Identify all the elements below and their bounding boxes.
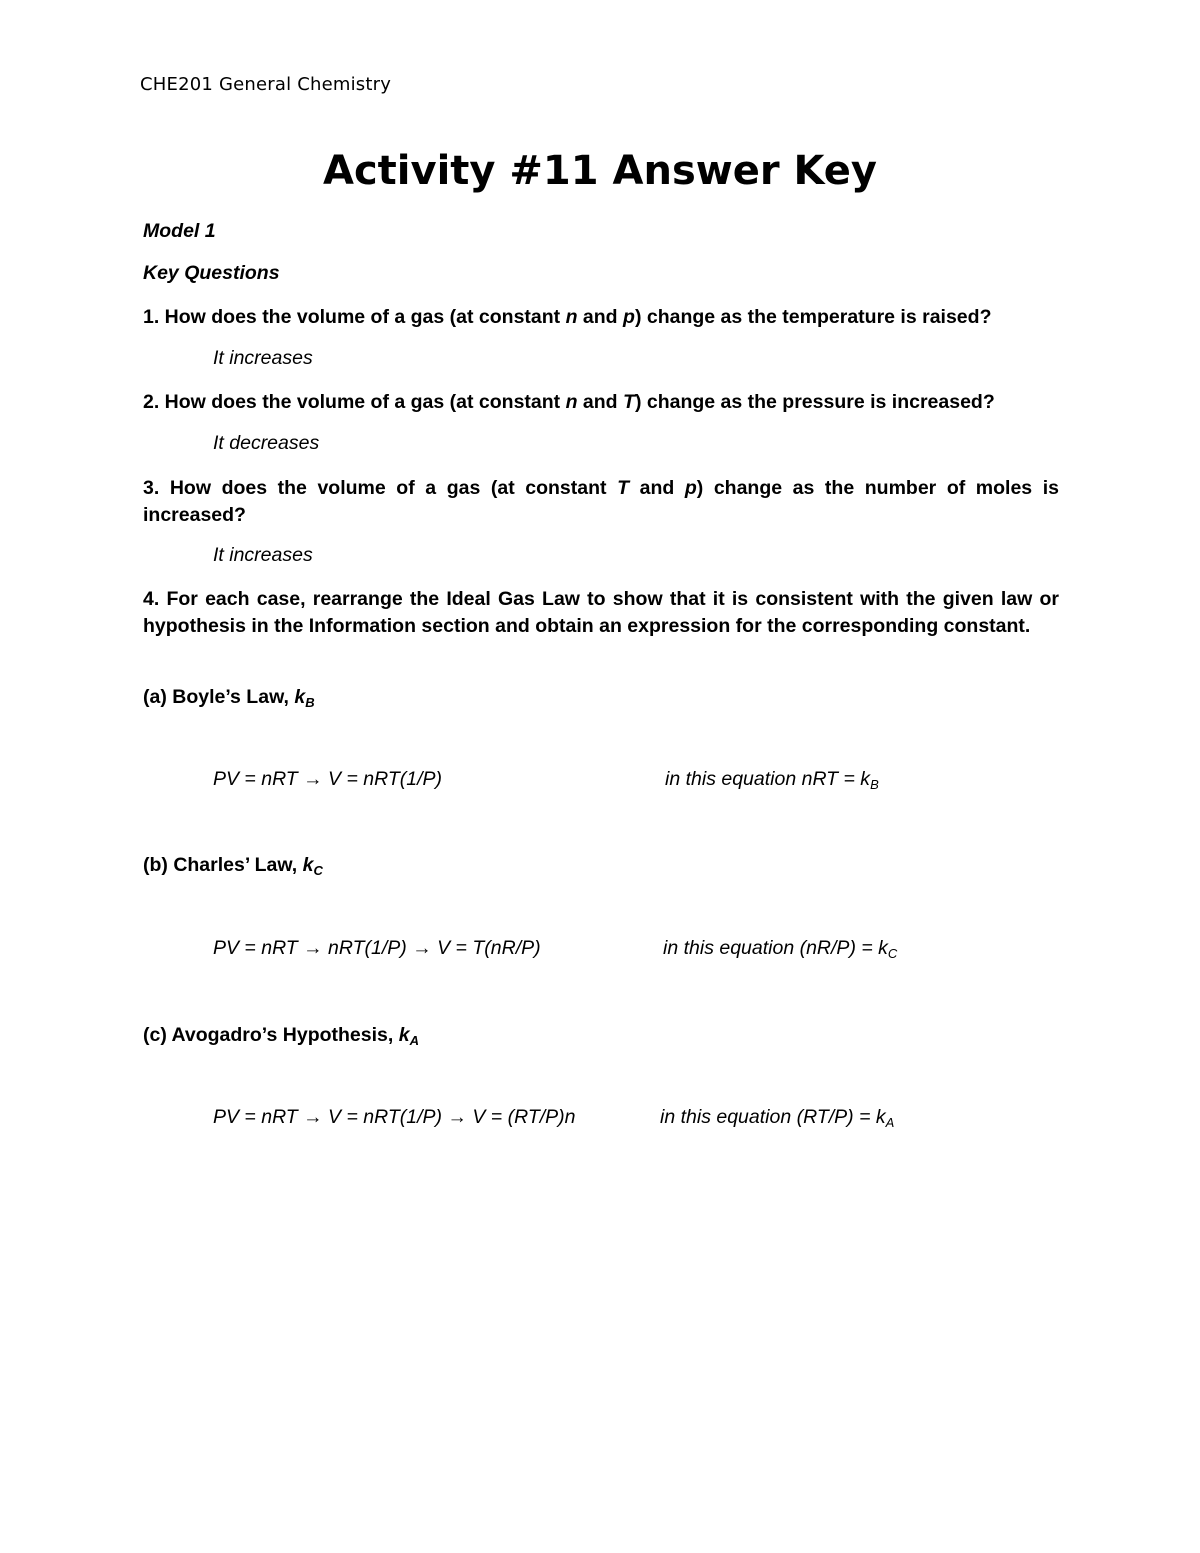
case-c-constant [660, 1106, 894, 1129]
question-2-var2: T [623, 391, 635, 413]
key-questions-label: Key Questions [143, 262, 280, 284]
question-3-mid: and [629, 477, 685, 499]
question-2-suffix: ) change as the pressure is increased? [634, 391, 995, 413]
case-b-constant-subscript: C [887, 946, 898, 961]
case-c-equation: PV = nRT → V = nRT(1/P) → V = (RT/P)n [213, 1106, 576, 1128]
answer-2: It decreases [213, 432, 320, 454]
case-a-constant [665, 768, 879, 791]
case-b-heading [143, 852, 1059, 880]
case-c-constant-subscript: A [885, 1115, 895, 1130]
question-3-text: 3. How does the volume of a gas (at constant [143, 477, 618, 499]
question-2 [143, 389, 1059, 416]
question-2-mid: and [577, 391, 624, 413]
question-3-var1: T [617, 477, 630, 499]
case-a-k: k [294, 686, 306, 708]
answer-3: It increases [213, 544, 313, 566]
question-1-var2: p [623, 306, 635, 328]
case-c-k: k [398, 1024, 410, 1046]
case-c-k-subscript: A [409, 1033, 419, 1048]
case-c-constant-text: in this equation (RT/P) = k [660, 1106, 886, 1128]
case-a-k-subscript: B [305, 695, 315, 710]
question-1-var1: n [565, 306, 578, 328]
case-c-heading-text: (c) Avogadro’s Hypothesis, [143, 1024, 399, 1046]
case-b-heading-text: (b) Charles’ Law, [143, 854, 303, 876]
question-2-text: 2. How does the volume of a gas (at constant [143, 391, 566, 413]
case-b-equation: PV = nRT → nRT(1/P) → V = T(nR/P) [213, 937, 541, 959]
case-c-heading [143, 1022, 1059, 1050]
case-b-constant-text: in this equation (nR/P) = k [663, 937, 888, 959]
case-a-constant-text: in this equation nRT = k [665, 768, 871, 790]
case-b-constant [663, 937, 897, 960]
question-2-var1: n [565, 391, 578, 413]
question-4: 4. For each case, rearrange the Ideal Gas Law to show that it is consistent with the given law or hypothesis in the Information section and obtain an expression for the corresponding constant. [143, 588, 1059, 637]
answer-1: It increases [213, 347, 313, 369]
page-title: Activity #11 Answer Key [323, 148, 877, 194]
course-header: CHE201 General Chemistry [140, 74, 392, 95]
question-3-suffix: ) change as the number of moles is increased? [143, 477, 1059, 526]
case-a-equation: PV = nRT → V = nRT(1/P) [213, 768, 443, 790]
model-label: Model 1 [143, 220, 216, 242]
case-b-k: k [302, 854, 314, 876]
case-a-heading-text: (a) Boyle’s Law, [143, 686, 295, 708]
question-1-mid: and [577, 306, 624, 328]
question-1 [143, 304, 1059, 331]
case-a-heading [143, 684, 1059, 712]
case-a-constant-subscript: B [870, 777, 879, 792]
case-b-k-subscript: C [313, 863, 323, 878]
question-3-var2: p [684, 477, 697, 499]
question-3 [143, 475, 1059, 529]
question-1-suffix: ) change as the temperature is raised? [634, 306, 992, 328]
question-1-text: 1. How does the volume of a gas (at constant [143, 306, 566, 328]
